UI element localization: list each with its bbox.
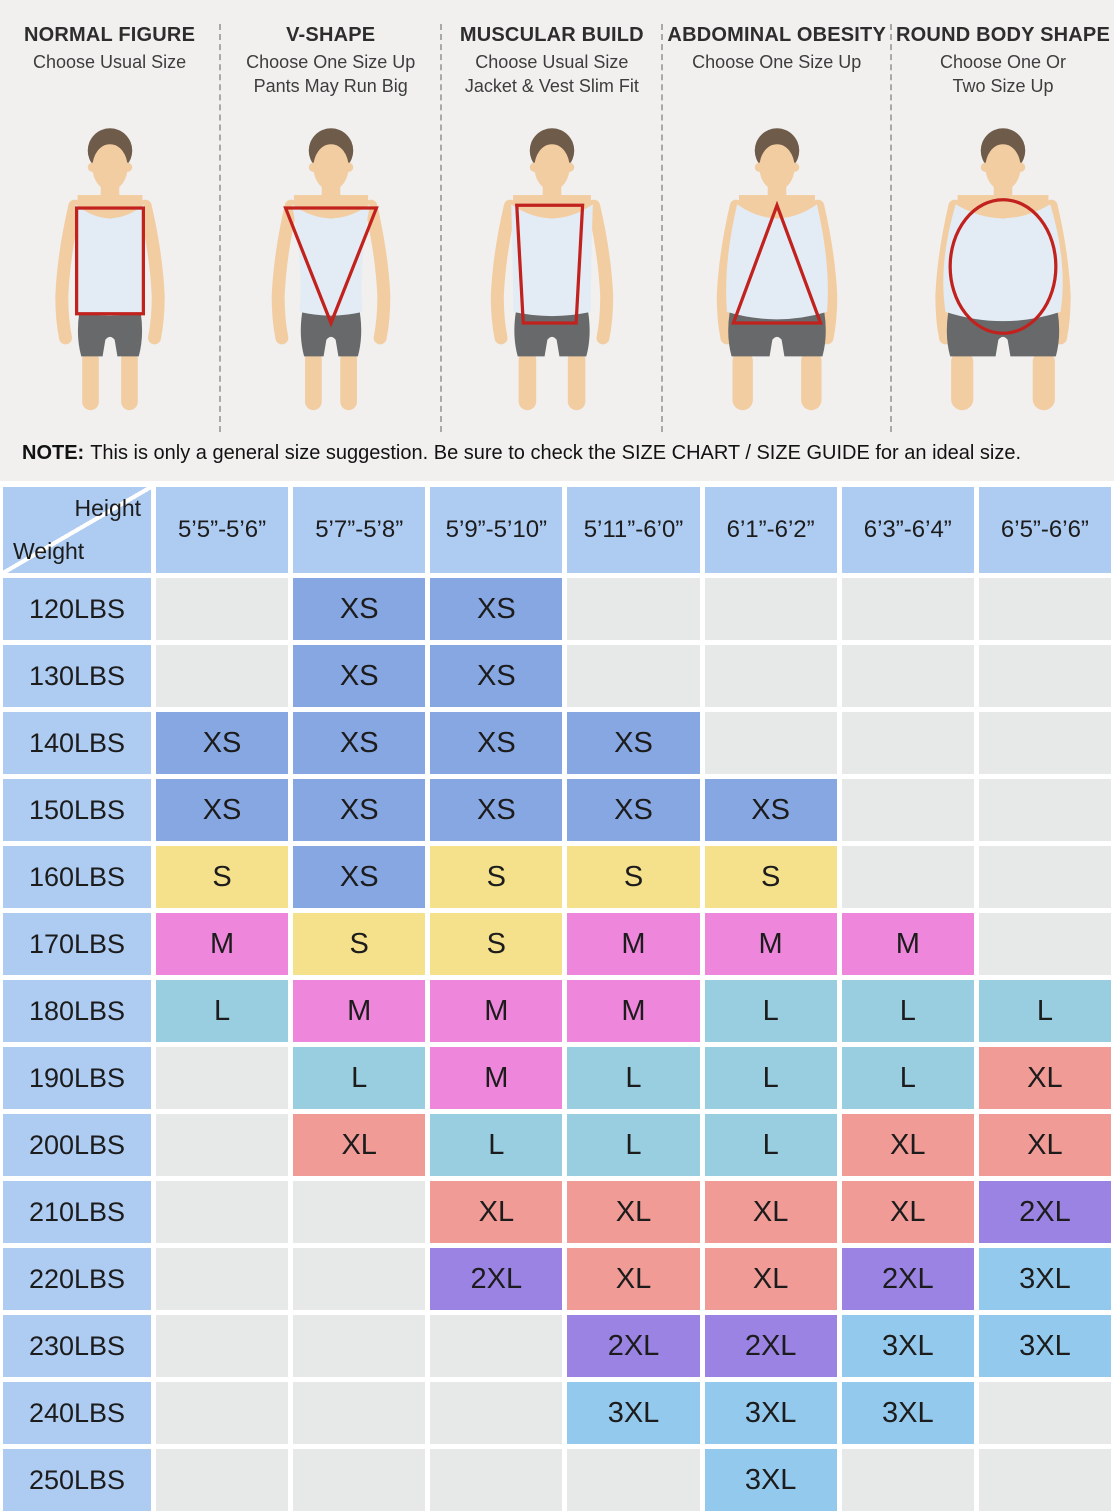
- empty-cell: [842, 846, 974, 908]
- size-cell: M: [842, 913, 974, 975]
- empty-cell: [705, 578, 837, 640]
- body-type-advice: [246, 51, 415, 103]
- body-type-panel-round: [890, 24, 1114, 432]
- body-type-title: V-SHAPE: [286, 24, 376, 46]
- right-leg: [568, 351, 586, 410]
- figure-oval-icon: [901, 105, 1105, 427]
- size-cell: M: [430, 980, 562, 1042]
- empty-cell: [979, 846, 1111, 908]
- size-cell: XS: [567, 779, 699, 841]
- body-figure: [675, 105, 879, 432]
- weight-label-cell: 210LBS: [3, 1181, 151, 1243]
- body-type-advice-line: Choose Usual Size: [33, 52, 187, 72]
- empty-cell: [705, 712, 837, 774]
- weight-axis-label: Weight: [13, 538, 85, 564]
- size-cell: XS: [430, 779, 562, 841]
- size-cell: XS: [567, 712, 699, 774]
- left-leg: [518, 351, 536, 410]
- size-cell: XS: [293, 779, 425, 841]
- weight-label-cell: 120LBS: [3, 578, 151, 640]
- empty-cell: [979, 1449, 1111, 1511]
- note-row: [0, 434, 1114, 481]
- size-chart-table: [0, 481, 1114, 1511]
- empty-cell: [430, 1382, 562, 1444]
- size-cell: XL: [430, 1181, 562, 1243]
- size-cell: XL: [705, 1181, 837, 1243]
- height-axis-label: Height: [74, 495, 141, 521]
- size-cell: XS: [293, 578, 425, 640]
- size-cell: 3XL: [705, 1382, 837, 1444]
- size-cell: L: [705, 1047, 837, 1109]
- empty-cell: [567, 1449, 699, 1511]
- size-cell: 3XL: [705, 1449, 837, 1511]
- size-cell: L: [567, 1047, 699, 1109]
- size-cell: L: [567, 1114, 699, 1176]
- head: [313, 144, 348, 190]
- weight-label-cell: 140LBS: [3, 712, 151, 774]
- size-cell: M: [567, 913, 699, 975]
- shorts: [77, 312, 141, 357]
- body-type-advice: [940, 51, 1066, 103]
- right-arm: [145, 206, 158, 338]
- size-cell: S: [430, 846, 562, 908]
- size-cell: XS: [293, 846, 425, 908]
- empty-cell: [979, 779, 1111, 841]
- empty-cell: [156, 1114, 288, 1176]
- empty-cell: [979, 645, 1111, 707]
- body-types-section: [0, 0, 1114, 434]
- body-figure: [229, 105, 433, 432]
- empty-cell: [156, 645, 288, 707]
- weight-label-cell: 190LBS: [3, 1047, 151, 1109]
- empty-cell: [979, 578, 1111, 640]
- figure-inverted-triangle-icon: [229, 105, 433, 427]
- empty-cell: [842, 578, 974, 640]
- body-type-panel-v: [219, 24, 440, 432]
- size-cell: XS: [293, 712, 425, 774]
- empty-cell: [842, 712, 974, 774]
- weight-label-cell: 130LBS: [3, 645, 151, 707]
- weight-label-cell: 170LBS: [3, 913, 151, 975]
- size-cell: L: [430, 1114, 562, 1176]
- body-type-advice: [33, 51, 186, 103]
- weight-label-cell: 220LBS: [3, 1248, 151, 1310]
- size-cell: 3XL: [842, 1382, 974, 1444]
- height-header-cell: 5’11”-6’0”: [567, 487, 699, 573]
- size-cell: XL: [842, 1114, 974, 1176]
- head: [985, 144, 1020, 190]
- weight-label-cell: 180LBS: [3, 980, 151, 1042]
- size-cell: 3XL: [979, 1248, 1111, 1310]
- empty-cell: [842, 779, 974, 841]
- size-cell: M: [567, 980, 699, 1042]
- size-cell: 3XL: [979, 1315, 1111, 1377]
- figure-rectangle-icon: [8, 105, 212, 427]
- body-type-advice-line: Jacket & Vest Slim Fit: [464, 75, 639, 96]
- empty-cell: [156, 578, 288, 640]
- size-cell: 2XL: [842, 1248, 974, 1310]
- height-header-cell: 5’9”-5’10”: [430, 487, 562, 573]
- size-cell: 3XL: [567, 1382, 699, 1444]
- size-cell: L: [156, 980, 288, 1042]
- size-cell: XS: [430, 578, 562, 640]
- left-arm: [278, 206, 291, 338]
- size-cell: L: [842, 980, 974, 1042]
- weight-label-cell: 200LBS: [3, 1114, 151, 1176]
- size-cell: S: [156, 846, 288, 908]
- empty-cell: [156, 1181, 288, 1243]
- right-leg: [340, 351, 357, 410]
- body-type-title: MUSCULAR BUILD: [459, 24, 644, 46]
- body-type-title: ROUND BODY SHAPE: [896, 24, 1111, 46]
- tank-top: [75, 204, 144, 315]
- empty-cell: [979, 913, 1111, 975]
- size-cell: 2XL: [430, 1248, 562, 1310]
- empty-cell: [156, 1449, 288, 1511]
- size-cell: 2XL: [567, 1315, 699, 1377]
- body-type-advice-line: Two Size Up: [952, 75, 1054, 96]
- empty-cell: [293, 1315, 425, 1377]
- body-figure: [901, 105, 1105, 432]
- empty-cell: [156, 1382, 288, 1444]
- weight-label-cell: 230LBS: [3, 1315, 151, 1377]
- size-cell: XS: [430, 712, 562, 774]
- size-cell: XL: [567, 1248, 699, 1310]
- empty-cell: [567, 645, 699, 707]
- size-cell: XL: [979, 1047, 1111, 1109]
- empty-cell: [842, 1449, 974, 1511]
- right-leg: [1033, 351, 1055, 410]
- size-cell: S: [293, 913, 425, 975]
- weight-label-cell: 250LBS: [3, 1449, 151, 1511]
- empty-cell: [156, 1315, 288, 1377]
- size-cell: M: [156, 913, 288, 975]
- left-leg: [82, 351, 99, 410]
- body-type-advice-line: Choose One Size Up: [246, 52, 416, 72]
- weight-label-cell: 160LBS: [3, 846, 151, 908]
- body-type-advice-line: Choose Usual Size: [475, 52, 629, 72]
- size-cell: L: [705, 980, 837, 1042]
- size-cell: L: [842, 1047, 974, 1109]
- height-header-cell: 6’3”-6’4”: [842, 487, 974, 573]
- size-cell: XS: [293, 645, 425, 707]
- body-type-advice-line: Choose One Or: [939, 52, 1067, 72]
- height-header-cell: 5’7”-5’8”: [293, 487, 425, 573]
- size-cell: 3XL: [842, 1315, 974, 1377]
- body-type-advice: [465, 51, 639, 103]
- size-cell: L: [293, 1047, 425, 1109]
- size-cell: XS: [705, 779, 837, 841]
- left-leg: [951, 351, 973, 410]
- tank-top: [943, 204, 1062, 321]
- body-type-advice: [692, 51, 861, 103]
- size-cell: XS: [156, 779, 288, 841]
- size-cell: L: [705, 1114, 837, 1176]
- weight-label-cell: 240LBS: [3, 1382, 151, 1444]
- empty-cell: [430, 1315, 562, 1377]
- weight-label-cell: 150LBS: [3, 779, 151, 841]
- head: [92, 144, 127, 190]
- height-header-cell: 5’5”-5’6”: [156, 487, 288, 573]
- body-type-advice-line: Choose One Size Up: [692, 52, 862, 72]
- note-label: NOTE:: [22, 442, 85, 464]
- height-header-cell: 6’5”-6’6”: [979, 487, 1111, 573]
- right-arm: [594, 206, 607, 338]
- empty-cell: [293, 1248, 425, 1310]
- corner-cell: [3, 487, 151, 573]
- shorts: [514, 312, 589, 357]
- left-arm: [61, 206, 74, 338]
- head: [759, 144, 794, 190]
- right-leg: [121, 351, 138, 410]
- size-cell: XL: [979, 1114, 1111, 1176]
- body-type-panel-slim: [0, 24, 219, 432]
- body-type-title: ABDOMINAL OBESITY: [667, 24, 887, 46]
- body-type-panel-muscular: [440, 24, 661, 432]
- size-cell: S: [705, 846, 837, 908]
- empty-cell: [156, 1047, 288, 1109]
- body-type-panel-heavy: [661, 24, 890, 432]
- body-type-advice-line: Pants May Run Big: [253, 75, 408, 96]
- empty-cell: [705, 645, 837, 707]
- empty-cell: [842, 645, 974, 707]
- right-arm: [371, 206, 384, 338]
- figure-triangle-icon: [675, 105, 879, 427]
- left-leg: [732, 351, 752, 410]
- size-cell: XL: [293, 1114, 425, 1176]
- head: [534, 144, 569, 190]
- left-arm: [497, 206, 510, 338]
- size-cell: 2XL: [979, 1181, 1111, 1243]
- empty-cell: [567, 578, 699, 640]
- tank-top: [292, 204, 370, 315]
- empty-cell: [293, 1449, 425, 1511]
- size-cell: XL: [567, 1181, 699, 1243]
- empty-cell: [979, 712, 1111, 774]
- size-cell: XL: [842, 1181, 974, 1243]
- size-cell: XS: [156, 712, 288, 774]
- size-cell: 2XL: [705, 1315, 837, 1377]
- body-type-title: NORMAL FIGURE: [24, 24, 196, 46]
- left-leg: [305, 351, 322, 410]
- body-figure: [8, 105, 212, 432]
- size-cell: S: [430, 913, 562, 975]
- size-cell: M: [430, 1047, 562, 1109]
- size-cell: L: [979, 980, 1111, 1042]
- empty-cell: [293, 1382, 425, 1444]
- empty-cell: [979, 1382, 1111, 1444]
- figure-tapered-rectangle-icon: [450, 105, 654, 427]
- shorts: [300, 312, 360, 357]
- size-cell: M: [705, 913, 837, 975]
- size-cell: S: [567, 846, 699, 908]
- empty-cell: [156, 1248, 288, 1310]
- size-cell: XL: [705, 1248, 837, 1310]
- note-text: This is only a general size suggestion. Be sure to check the SIZE CHART / SIZE GUIDE for an ideal size.: [90, 442, 1021, 464]
- right-leg: [801, 351, 821, 410]
- size-cell: XS: [430, 645, 562, 707]
- empty-cell: [293, 1181, 425, 1243]
- height-header-cell: 6’1”-6’2”: [705, 487, 837, 573]
- size-cell: M: [293, 980, 425, 1042]
- body-figure: [450, 105, 654, 432]
- empty-cell: [430, 1449, 562, 1511]
